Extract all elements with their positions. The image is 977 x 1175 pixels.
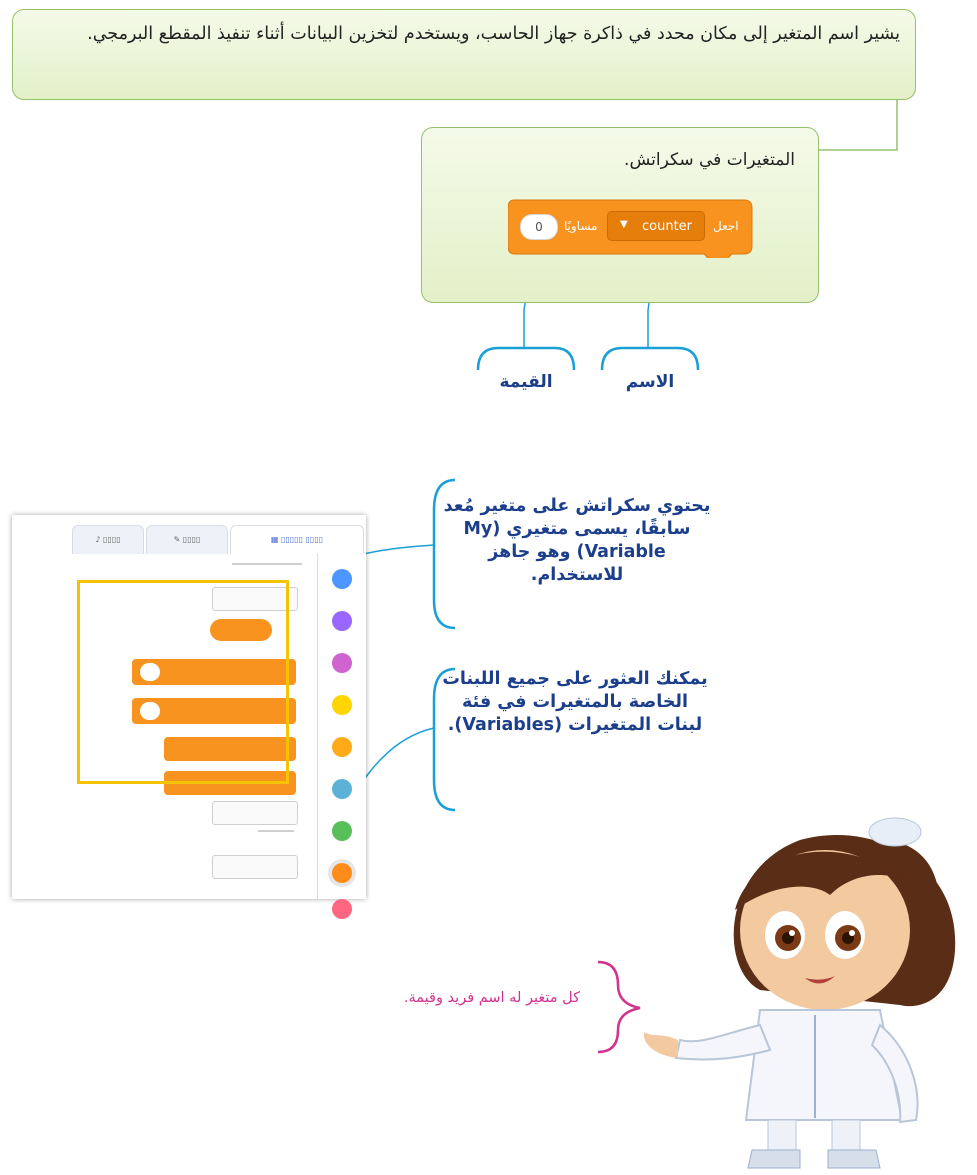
category-control-icon[interactable] (332, 737, 352, 757)
variables-title: المتغيرات في سكراتش. (624, 150, 795, 170)
category-events-icon[interactable] (332, 695, 352, 715)
section-heading (232, 563, 302, 565)
callout-variables-category: يمكنك العثور على جميع اللبنات الخاصة بالمتغيرات في فئة لبنات المتغيرات (Variables). (442, 669, 708, 735)
editor-tabs (72, 525, 362, 553)
bottom-note: كل متغير له اسم فريد وقيمة. (403, 990, 580, 1006)
block-equals-label: مساويًا (564, 219, 598, 233)
category-variables-icon[interactable] (332, 863, 352, 883)
tab-code[interactable]: ▦ ▯▯▯▯▯ ▯▯▯▯ (230, 525, 364, 554)
dropdown-arrow-icon: ▼ (620, 219, 628, 230)
block-set-label: اجعل (713, 219, 739, 233)
category-column (317, 553, 366, 899)
callout-predefined-variable: يحتوي سكراتش على متغير مُعد سابقًا، يسمى متغيري (My Variable) وهو جاهز للاستخدام. (443, 496, 711, 585)
set-variable-block (508, 198, 758, 258)
variable-dropdown[interactable] (607, 211, 705, 241)
value-input[interactable]: 0 (520, 214, 558, 240)
variables-blocks-highlight (77, 580, 289, 784)
category-sound-icon[interactable] (332, 653, 352, 673)
value-label: القيمة (499, 372, 553, 392)
myblocks-heading (258, 830, 294, 832)
category-myblocks-icon[interactable] (332, 899, 352, 919)
category-operators-icon[interactable] (332, 821, 352, 841)
definition-text: يشير اسم المتغير إلى مكان محدد في ذاكرة جهاز الحاسب، ويستخدم لتخزين البيانات أثناء تنفيذ المقطع البرمجي. (87, 24, 900, 44)
name-label: الاسم (625, 372, 675, 392)
category-sensing-icon[interactable] (332, 779, 352, 799)
category-looks-icon[interactable] (332, 611, 352, 631)
girl-character-illustration (640, 800, 977, 1172)
variable-name: counter (642, 219, 693, 234)
make-block-button[interactable] (212, 855, 298, 879)
tab-sounds[interactable]: ♪ ▯▯▯▯ (72, 525, 144, 554)
category-motion-icon[interactable] (332, 569, 352, 589)
tab-costumes[interactable]: ✎ ▯▯▯▯ (146, 525, 228, 554)
make-list-button[interactable] (212, 801, 298, 825)
